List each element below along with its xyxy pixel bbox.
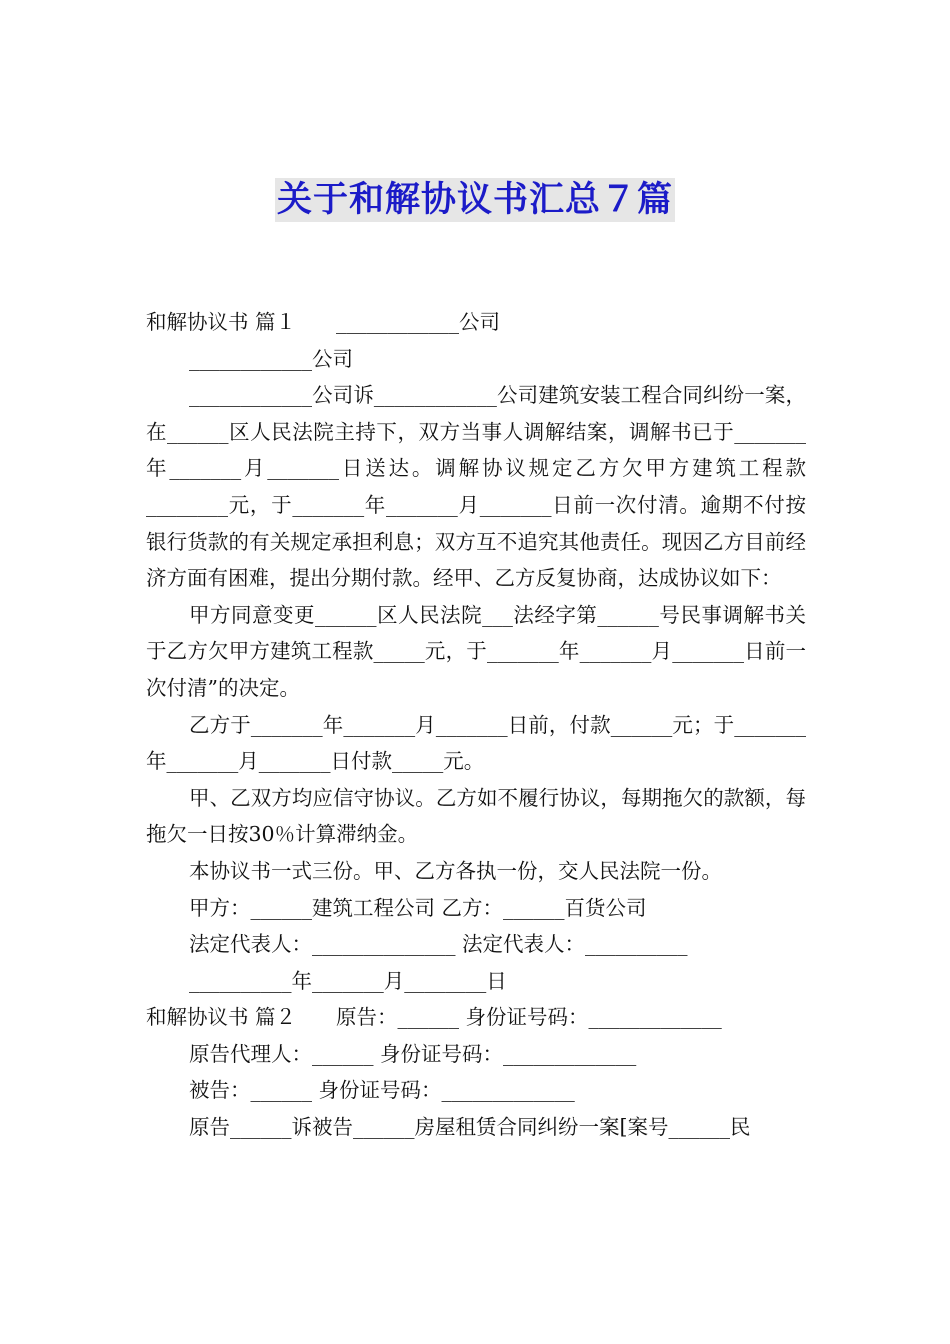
document-title: 关于和解协议书汇总７篇 [276,180,673,220]
section-heading-paragraph [146,999,806,1036]
paragraph-text: 原告：______ 身份证号码：_____________ [336,1005,722,1030]
paragraph: ____________公司诉____________公司建筑安装工程合同纠纷一案，在______区人民法院主持下，双方当事人调解结案，调解书已于_______年_______月_______日送达。调解协议规定乙方欠甲方建筑工程款________元，于_______年_______月_______日前一次付清。逾期不付按银行货款的有关规定承担利息；双方互不追究其他责任。现因乙方目前经济方面有困难，提出分期付款。经甲、乙方反复协商，达成协议如下： [146,383,806,591]
document-body [146,304,806,1146]
section-label: 和解协议书 篇２ [146,1005,297,1030]
paragraph: 乙方于_______年_______月_______日前，付款______元；于_______年_______月_______日付款_____元。 [146,712,806,774]
paragraph: 法定代表人：______________ 法定代表人：__________ [189,932,688,957]
section-label: 和解协议书 篇１ [146,310,297,334]
paragraph: 被告：______ 身份证号码：_____________ [189,1078,575,1103]
paragraph: 本协议书一式三份。甲、乙方各执一份，交人民法院一份。 [189,858,722,883]
paragraph: 甲方同意变更______区人民法院___法经字第______号民事调解书关于乙方欠甲方建筑工程款_____元，于_______年_______月_______日前一次付清”的决定。 [146,602,806,700]
section-heading-paragraph [146,304,806,341]
paragraph: 甲、乙双方均应信守协议。乙方如不履行协议，每期拖欠的款额，每拖欠一日按30％计算滞纳金。 [146,785,806,847]
paragraph: __________年_______月________日 [189,968,507,993]
title-container [0,178,950,222]
paragraph: 原告______诉被告______房屋租赁合同纠纷一案[案号______民 [189,1115,751,1140]
paragraph-text: ____________公司 [336,310,501,334]
paragraph: 甲方：______建筑工程公司 乙方：______百货公司 [189,895,647,920]
paragraph: 原告代理人：______ 身份证号码：_____________ [189,1041,637,1066]
paragraph: ____________公司 [189,346,353,371]
